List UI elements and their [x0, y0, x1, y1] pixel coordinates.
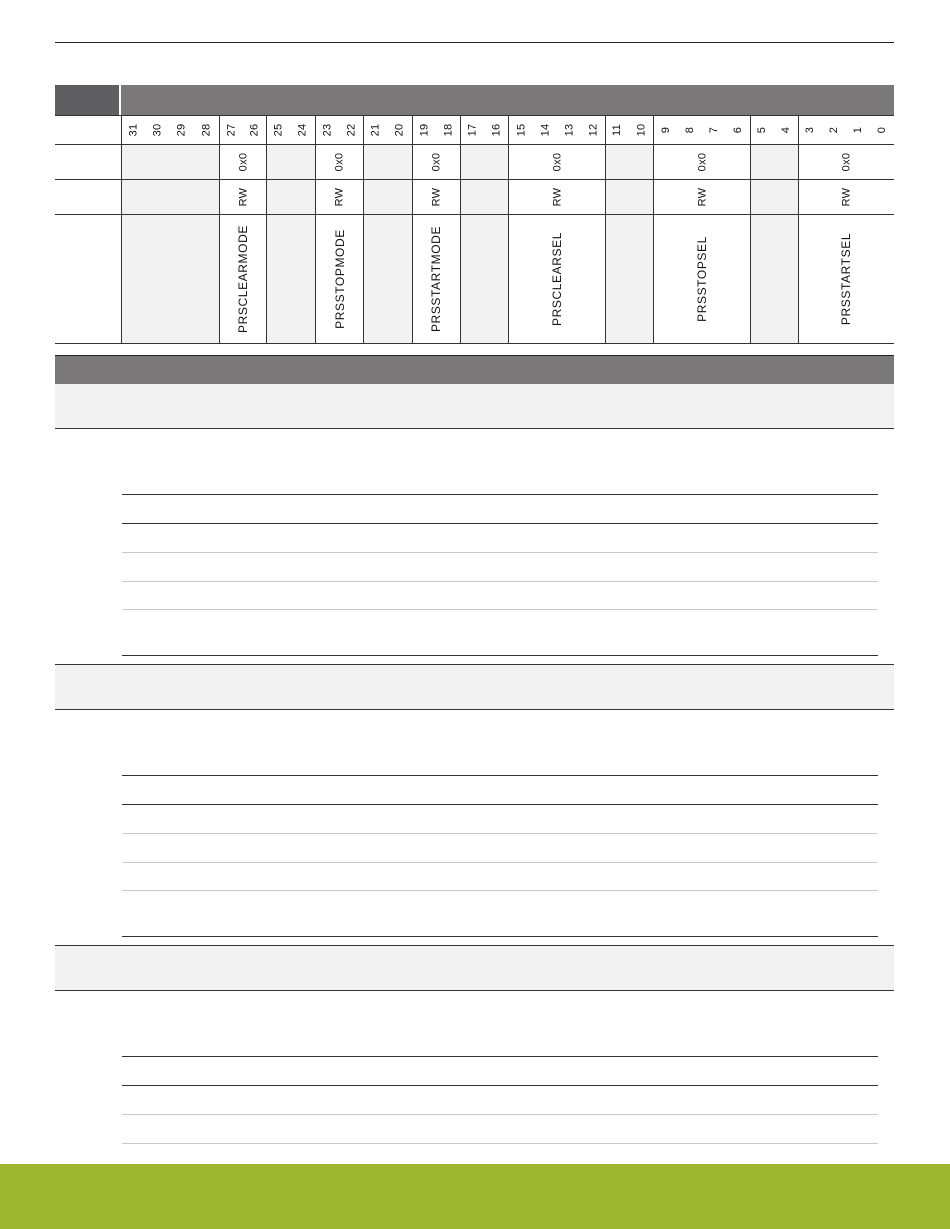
- bit-position-header-cell: [121, 85, 894, 115]
- bit-cell: 24: [296, 123, 309, 137]
- reset-value-cell: 0x0: [412, 145, 460, 179]
- enum-header-rule: [122, 804, 878, 805]
- field-name-cell: PRSSTARTMODE: [412, 215, 460, 343]
- enum-table: [122, 1056, 878, 1156]
- enum-row-divider: [122, 1114, 878, 1115]
- bit-cell: 20: [393, 123, 406, 137]
- reserved-cell: [750, 180, 798, 214]
- bit-cell: 12: [587, 123, 599, 137]
- enum-table: [122, 775, 878, 937]
- bit-cell: 10: [635, 123, 647, 137]
- reserved-cell: [605, 145, 653, 179]
- field-block: [55, 429, 894, 665]
- enum-header-rule: [122, 523, 878, 524]
- reserved-cell: [460, 215, 508, 343]
- bit-cell: 1: [851, 126, 864, 134]
- bit-cell: 28: [200, 123, 212, 137]
- access-cell: RW: [508, 180, 605, 214]
- bit-cell: 11: [605, 116, 629, 144]
- enum-row-divider: [122, 581, 878, 582]
- reserved-cell: [266, 145, 315, 179]
- enum-row-divider: [122, 552, 878, 553]
- enum-row-divider: [122, 609, 878, 610]
- bit-cell: 7: [707, 126, 720, 134]
- reset-value-cell: 0x0: [315, 145, 363, 179]
- enum-table-top-rule: [122, 494, 878, 495]
- field-name-row: [55, 215, 894, 344]
- reserved-cell: [121, 145, 219, 179]
- bit-cell: 22: [345, 123, 357, 137]
- description-table-header: [55, 355, 894, 384]
- bit-cell: 23: [315, 116, 339, 144]
- bit-cell: 31: [121, 116, 145, 144]
- bit-cell: 19: [412, 116, 436, 144]
- reserved-cell: [750, 215, 798, 343]
- register-table: [55, 85, 894, 344]
- reserved-cell: [121, 215, 219, 343]
- reset-value-cell: 0x0: [219, 145, 266, 179]
- enum-row-divider: [122, 890, 878, 891]
- bit-cell: 8: [683, 126, 696, 134]
- bit-cell: 21: [363, 116, 387, 144]
- reset-value-cell: 0x0: [508, 145, 605, 179]
- field-description-table: [55, 355, 894, 1161]
- bit-cell: 15: [508, 116, 533, 144]
- field-row-reserved: [55, 384, 894, 429]
- enum-row-divider: [122, 862, 878, 863]
- access-cell: RW: [653, 180, 750, 214]
- reserved-cell: [363, 145, 412, 179]
- enum-table: [122, 494, 878, 656]
- reserved-cell: [121, 180, 219, 214]
- enum-row-divider: [122, 833, 878, 834]
- enum-header-rule: [122, 1085, 878, 1086]
- reserved-cell: [266, 180, 315, 214]
- field-block: [55, 710, 894, 946]
- reset-row: [55, 145, 894, 180]
- bit-row: [55, 115, 894, 145]
- field-row-reserved: [55, 665, 894, 710]
- reserved-cell: [363, 215, 412, 343]
- enum-table-bottom-rule: [122, 936, 878, 937]
- bit-cell: 13: [563, 123, 575, 137]
- bit-cell: 17: [460, 116, 484, 144]
- bit-cell: 4: [779, 126, 792, 134]
- bit-cell: 0: [875, 126, 888, 134]
- reserved-cell: [750, 145, 798, 179]
- reserved-cell: [460, 145, 508, 179]
- enum-table-top-rule: [122, 775, 878, 776]
- reserved-cell: [605, 180, 653, 214]
- offset-header-cell: [55, 85, 121, 115]
- bit-cell: 26: [248, 123, 261, 137]
- bit-cell: 27: [219, 116, 243, 144]
- field-name-cell: PRSSTOPMODE: [315, 215, 363, 343]
- field-row-reserved: [55, 946, 894, 991]
- access-row: [55, 180, 894, 215]
- bit-cell: 18: [442, 123, 454, 137]
- enum-row-divider: [122, 1143, 878, 1144]
- bit-cell: 30: [151, 123, 163, 137]
- bit-cell: 16: [490, 123, 502, 137]
- field-name-cell: PRSSTARTSEL: [798, 215, 894, 343]
- bit-cell: 29: [175, 123, 187, 137]
- bit-cell: 2: [827, 126, 840, 134]
- top-rule: [55, 42, 894, 43]
- reserved-cell: [363, 180, 412, 214]
- field-name-cell: PRSCLEARSEL: [508, 215, 605, 343]
- reset-value-cell: 0x0: [798, 145, 894, 179]
- reserved-cell: [266, 215, 315, 343]
- register-table-header: [55, 85, 894, 115]
- access-cell: RW: [219, 180, 266, 214]
- bit-cell: 5: [750, 116, 774, 144]
- reserved-cell: [605, 215, 653, 343]
- field-block: [55, 991, 894, 1161]
- enum-table-bottom-rule: [122, 655, 878, 656]
- bit-cell: 6: [731, 126, 744, 134]
- bit-cell: 25: [266, 116, 290, 144]
- access-cell: RW: [315, 180, 363, 214]
- field-name-cell: PRSCLEARMODE: [219, 215, 266, 343]
- field-name-cell: PRSSTOPSEL: [653, 215, 750, 343]
- reset-value-cell: 0x0: [653, 145, 750, 179]
- bit-cell: 14: [539, 123, 551, 137]
- enum-table-top-rule: [122, 1056, 878, 1057]
- access-cell: RW: [798, 180, 894, 214]
- bit-cell: 3: [798, 116, 822, 144]
- bit-cell: 9: [653, 116, 678, 144]
- footer-bar: [0, 1164, 950, 1229]
- reserved-cell: [460, 180, 508, 214]
- access-cell: RW: [412, 180, 460, 214]
